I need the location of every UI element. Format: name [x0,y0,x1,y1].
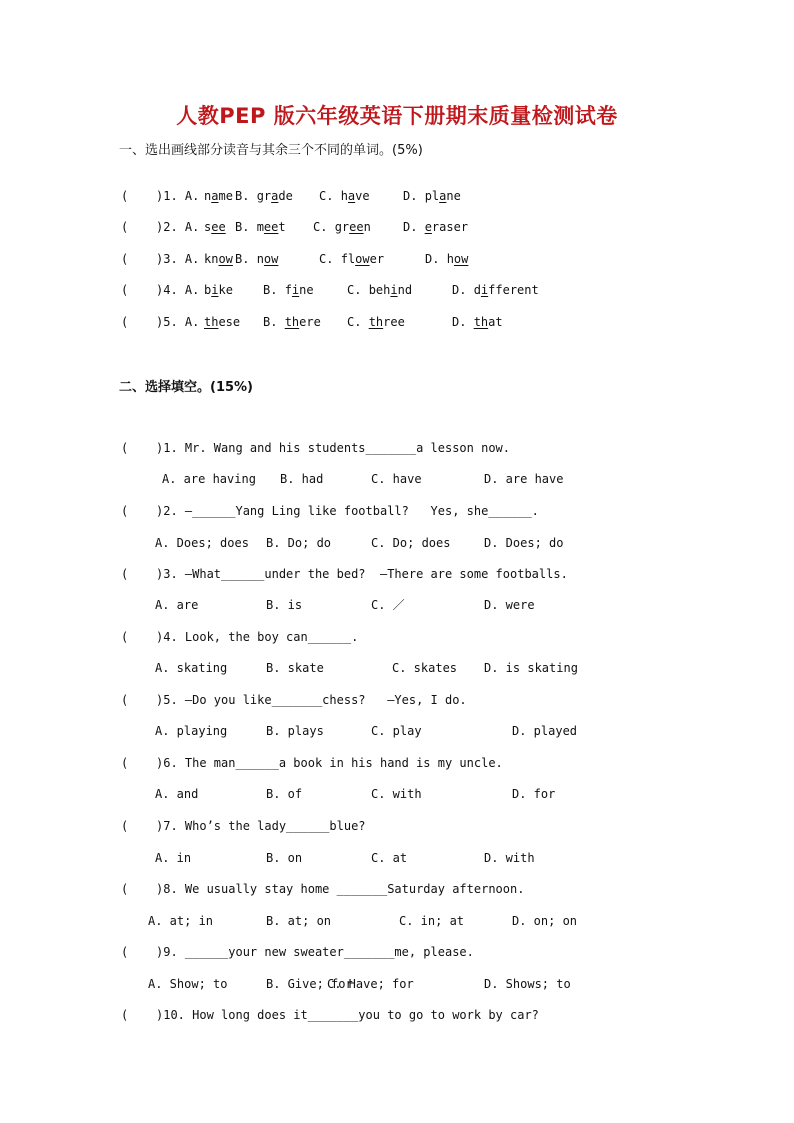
choice-option: C. have [371,472,422,486]
choice-option: B. had [280,472,324,486]
choice-option: C. at [371,851,408,865]
option-b: B. grade [235,189,293,203]
choice-option: B. on [266,851,303,865]
answer-paren: ( [121,189,129,203]
answer-paren: ( [121,882,129,896]
choice-option: D. played [512,724,578,738]
option-c: C. green [313,220,371,234]
answer-paren: ( [121,315,129,329]
option-a: these [204,315,241,329]
question-number: )2. A. [156,220,200,234]
answer-paren: ( [121,283,129,297]
question-text: )8. We usually stay home _______Saturday afternoon. [156,882,525,896]
answer-paren: ( [121,504,129,518]
answer-paren: ( [121,1008,129,1022]
choice-option: C. ／ [371,598,405,612]
question-text: )5. —Do you like_______chess? —Yes, I do. [156,693,467,707]
answer-paren: ( [121,756,129,770]
question-text: )6. The man______a book in his hand is my uncle. [156,756,503,770]
option-b: B. fine [263,283,314,297]
question-number: )3. A. [156,252,200,266]
option-c: C. behind [347,283,413,297]
option-b: B. there [263,315,321,329]
answer-paren: ( [121,630,129,644]
question-text: )1. Mr. Wang and his students_______a lesson now. [156,441,511,455]
answer-paren: ( [121,441,129,455]
choice-option: D. are have [484,472,564,486]
choice-option: D. with [484,851,535,865]
choice-option: B. of [266,787,303,801]
choice-option: B. plays [266,724,324,738]
choice-option: A. Show; to [148,977,228,991]
option-c: C. three [347,315,405,329]
choice-option: D. on; on [512,914,578,928]
choice-option: A. in [155,851,192,865]
option-a: see [204,220,226,234]
choice-option: C. Have; for [327,977,414,991]
option-c: C. have [319,189,370,203]
option-d: D. that [452,315,503,329]
question-text: )7. Who’s the lady______blue? [156,819,366,833]
page-title: 人教PEP 版六年级英语下册期末质量检测试卷 [176,104,618,128]
choice-option: B. Give; for [266,977,353,991]
question-number: )1. A. [156,189,200,203]
question-text: )3. —What______under the bed? —There are some footballs. [156,567,568,581]
question-text: )2. —______Yang Ling like football? Yes, she______. [156,504,539,518]
answer-paren: ( [121,945,129,959]
question-number: )5. A. [156,315,200,329]
option-c: C. flower [319,252,385,266]
question-text: )4. Look, the boy can______. [156,630,359,644]
choice-option: C. play [371,724,422,738]
choice-option: D. Shows; to [484,977,571,991]
option-d: D. how [425,252,469,266]
choice-option: B. at; on [266,914,332,928]
option-b: B. now [235,252,279,266]
option-d: D. eraser [403,220,469,234]
choice-option: B. Do; do [266,536,332,550]
section2-heading: 二、选择填空。(15%) [119,380,253,395]
choice-option: A. skating [155,661,228,675]
choice-option: A. playing [155,724,228,738]
choice-option: A. are [155,598,199,612]
option-a: bike [204,283,233,297]
answer-paren: ( [121,220,129,234]
choice-option: D. Does; do [484,536,564,550]
question-text: )9. ______your new sweater_______me, please. [156,945,474,959]
choice-option: C. skates [392,661,458,675]
choice-option: B. skate [266,661,324,675]
question-number: )4. A. [156,283,200,297]
option-d: D. different [452,283,539,297]
choice-option: A. and [155,787,199,801]
choice-option: D. for [512,787,556,801]
answer-paren: ( [121,567,129,581]
option-a: name [204,189,233,203]
choice-option: D. is skating [484,661,578,675]
section1-heading: 一、选出画线部分读音与其余三个不同的单词。(5%) [119,143,423,158]
choice-option: A. at; in [148,914,214,928]
answer-paren: ( [121,693,129,707]
choice-option: B. is [266,598,303,612]
answer-paren: ( [121,252,129,266]
choice-option: C. in; at [399,914,465,928]
choice-option: A. Does; does [155,536,249,550]
answer-paren: ( [121,819,129,833]
choice-option: C. Do; does [371,536,451,550]
question-text: )10. How long does it_______you to go to work by car? [156,1008,539,1022]
option-d: D. plane [403,189,461,203]
choice-option: C. with [371,787,422,801]
option-b: B. meet [235,220,286,234]
option-a: know [204,252,233,266]
choice-option: A. are having [162,472,256,486]
choice-option: D. were [484,598,535,612]
